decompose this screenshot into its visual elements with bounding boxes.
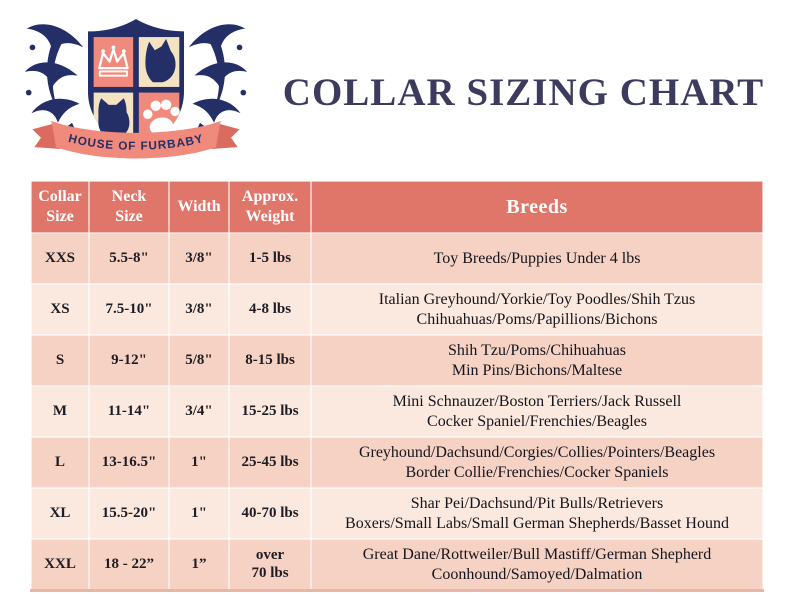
cell-width: 1" xyxy=(169,488,229,539)
cell-width: 1" xyxy=(169,437,229,488)
cell-neck-size: 11-14" xyxy=(89,386,169,437)
cell-breeds xyxy=(311,335,763,386)
shield xyxy=(88,19,184,151)
weight-line: 40-70 lbs xyxy=(241,504,299,521)
cell-neck-size: 5.5-8" xyxy=(89,233,169,284)
header-label: Size xyxy=(46,208,74,225)
cell-weight xyxy=(229,233,311,284)
breeds-line: Border Collie/Frenchies/Cocker Spaniels xyxy=(405,463,669,481)
flourish-left xyxy=(25,24,83,135)
header-label: Approx. xyxy=(241,188,299,205)
flourish-right xyxy=(189,24,247,135)
shield-quadrant-top-left xyxy=(94,37,134,87)
cell-breeds xyxy=(311,488,763,539)
weight-line: 25-45 lbs xyxy=(241,453,299,470)
breeds-line: Mini Schnauzer/Boston Terriers/Jack Russell xyxy=(392,392,682,410)
table-row xyxy=(31,284,763,335)
cell-weight xyxy=(229,284,311,335)
cell-size: XS xyxy=(31,284,89,335)
breeds-line: Chihuahuas/Poms/Papillions/Bichons xyxy=(416,310,658,328)
breeds-line: Shih Tzu/Poms/Chihuahuas xyxy=(448,341,626,359)
cell-weight xyxy=(229,437,311,488)
cell-size: XXL xyxy=(31,539,89,591)
header-cell-neck-size xyxy=(89,181,169,233)
cell-width: 3/8" xyxy=(169,233,229,284)
page-title: COLLAR SIZING CHART xyxy=(282,71,765,114)
header-cell-breeds xyxy=(311,181,763,233)
header-label: Width xyxy=(177,198,221,215)
cell-weight xyxy=(229,539,311,591)
cell-size: S xyxy=(31,335,89,386)
cell-breeds xyxy=(311,233,763,284)
cell-neck-size: 9-12" xyxy=(89,335,169,386)
table-row xyxy=(31,386,763,437)
cell-weight xyxy=(229,335,311,386)
cell-breeds xyxy=(311,284,763,335)
breeds-line: Italian Greyhound/Yorkie/Toy Poodles/Shih Tzus xyxy=(378,290,696,308)
cell-width: 3/4" xyxy=(169,386,229,437)
cell-breeds xyxy=(311,437,763,488)
weight-line: 4-8 lbs xyxy=(248,300,292,317)
header-label: Neck xyxy=(111,188,147,205)
breeds-line: Min Pins/Bichons/Maltese xyxy=(451,361,623,379)
cell-width: 5/8" xyxy=(169,335,229,386)
breeds-line: Greyhound/Dachsund/Corgies/Collies/Pointers/Beagles xyxy=(358,443,716,461)
cell-width: 1” xyxy=(169,539,229,591)
cell-breeds xyxy=(311,386,763,437)
header-cell-width xyxy=(169,181,229,233)
cell-size: L xyxy=(31,437,89,488)
table-row xyxy=(31,437,763,488)
header-label: Size xyxy=(115,208,143,225)
breeds-line: Boxers/Small Labs/Small German Shepherds/Basset Hound xyxy=(345,514,729,532)
header-row xyxy=(31,181,763,233)
table-row xyxy=(31,233,763,284)
cell-weight xyxy=(229,488,311,539)
cell-size: M xyxy=(31,386,89,437)
breeds-line: Great Dane/Rottweiler/Bull Mastiff/German Shepherd xyxy=(362,545,712,563)
logo-crest xyxy=(18,6,254,166)
weight-line: 1-5 lbs xyxy=(248,249,292,266)
weight-line: 70 lbs xyxy=(251,564,289,581)
cell-width: 3/8" xyxy=(169,284,229,335)
cell-neck-size: 13-16.5" xyxy=(89,437,169,488)
header-cell-approx-weight xyxy=(229,181,311,233)
weight-line: 8-15 lbs xyxy=(245,351,295,368)
cell-weight xyxy=(229,386,311,437)
breeds-line: Shar Pei/Dachsund/Pit Bulls/Retrievers xyxy=(410,494,664,512)
logo-banner-text: HOUSE OF FURBABY xyxy=(67,131,205,153)
cell-breeds xyxy=(311,539,763,591)
header-label: Collar xyxy=(38,188,82,205)
breeds-line: Toy Breeds/Puppies Under 4 lbs xyxy=(433,249,641,267)
breeds-line: Coonhound/Samoyed/Dalmation xyxy=(431,565,643,583)
cell-neck-size: 15.5-20" xyxy=(89,488,169,539)
cell-neck-size: 7.5-10" xyxy=(89,284,169,335)
header-label: Weight xyxy=(245,208,295,225)
table-row xyxy=(31,539,763,591)
header-label: Breeds xyxy=(506,195,568,218)
cell-size: XL xyxy=(31,488,89,539)
weight-line: over xyxy=(255,547,285,564)
header-cell-collar-size xyxy=(31,181,89,233)
cell-size: XXS xyxy=(31,233,89,284)
table-row xyxy=(31,335,763,386)
weight-line: 15-25 lbs xyxy=(241,402,299,419)
logo xyxy=(18,6,254,166)
breeds-line: Cocker Spaniel/Frenchies/Beagles xyxy=(427,412,647,430)
cell-neck-size: 18 - 22” xyxy=(89,539,169,591)
sizing-table xyxy=(30,180,764,592)
table-row xyxy=(31,488,763,539)
